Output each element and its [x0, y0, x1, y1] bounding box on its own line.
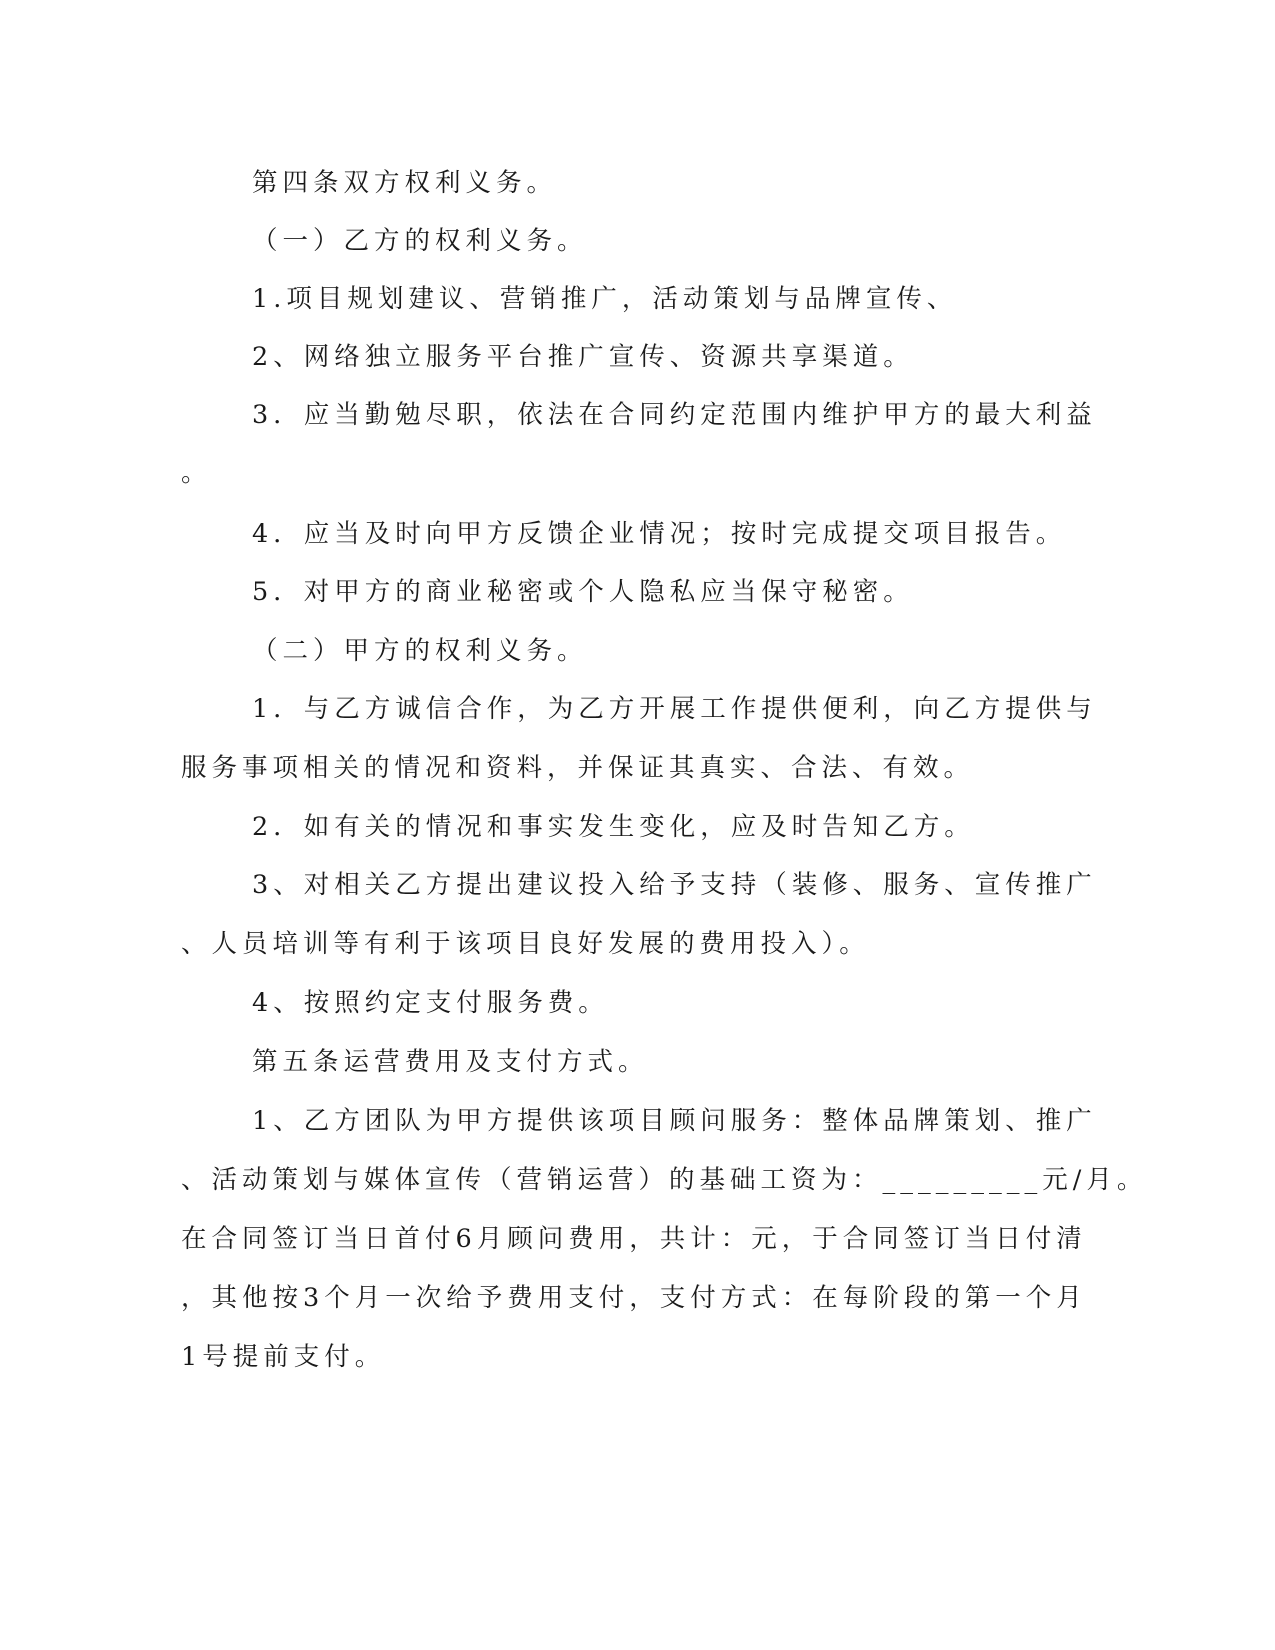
party-a-item-3-continued: 、人员培训等有利于该项目良好发展的费用投入）。 [181, 929, 870, 959]
party-a-item-4: 4、按照约定支付服务费。 [252, 988, 609, 1018]
fee-item-1-line-2: 、活动策划与媒体宣传（营销运营）的基础工资为：_________元/月。 [181, 1165, 1148, 1195]
article-5-heading: 第五条运营费用及支付方式。 [252, 1047, 649, 1077]
section-1-heading: （一）乙方的权利义务。 [252, 226, 588, 256]
party-b-item-3: 3．应当勤勉尽职，依法在合同约定范围内维护甲方的最大利益 [252, 400, 1097, 430]
party-b-item-4: 4．应当及时向甲方反馈企业情况；按时完成提交项目报告。 [252, 519, 1067, 549]
article-4-heading: 第四条双方权利义务。 [252, 168, 558, 198]
section-2-heading: （二）甲方的权利义务。 [252, 636, 588, 666]
party-b-item-5: 5．对甲方的商业秘密或个人隐私应当保守秘密。 [252, 577, 914, 607]
party-a-item-3: 3、对相关乙方提出建议投入给予支持（装修、服务、宣传推广 [252, 870, 1097, 900]
party-b-item-3-continued: 。 [181, 458, 212, 488]
fee-item-1-line-4: ，其他按3个月一次给予费用支付，支付方式：在每阶段的第一个月 [181, 1283, 1087, 1313]
fee-item-1-line-3: 在合同签订当日首付6月顾问费用，共计：元，于合同签订当日付清 [181, 1224, 1087, 1254]
party-b-item-1: 1.项目规划建议、营销推广，活动策划与品牌宣传、 [252, 284, 958, 314]
fee-item-1-line-5: 1号提前支付。 [181, 1342, 386, 1372]
fee-item-1: 1、乙方团队为甲方提供该项目顾问服务：整体品牌策划、推广 [252, 1106, 1097, 1136]
party-a-item-1: 1．与乙方诚信合作，为乙方开展工作提供便利，向乙方提供与 [252, 694, 1097, 724]
party-a-item-1-continued: 服务事项相关的情况和资料，并保证其真实、合法、有效。 [181, 753, 975, 783]
party-a-item-2: 2．如有关的情况和事实发生变化，应及时告知乙方。 [252, 812, 975, 842]
party-b-item-2: 2、网络独立服务平台推广宣传、资源共享渠道。 [252, 342, 914, 372]
